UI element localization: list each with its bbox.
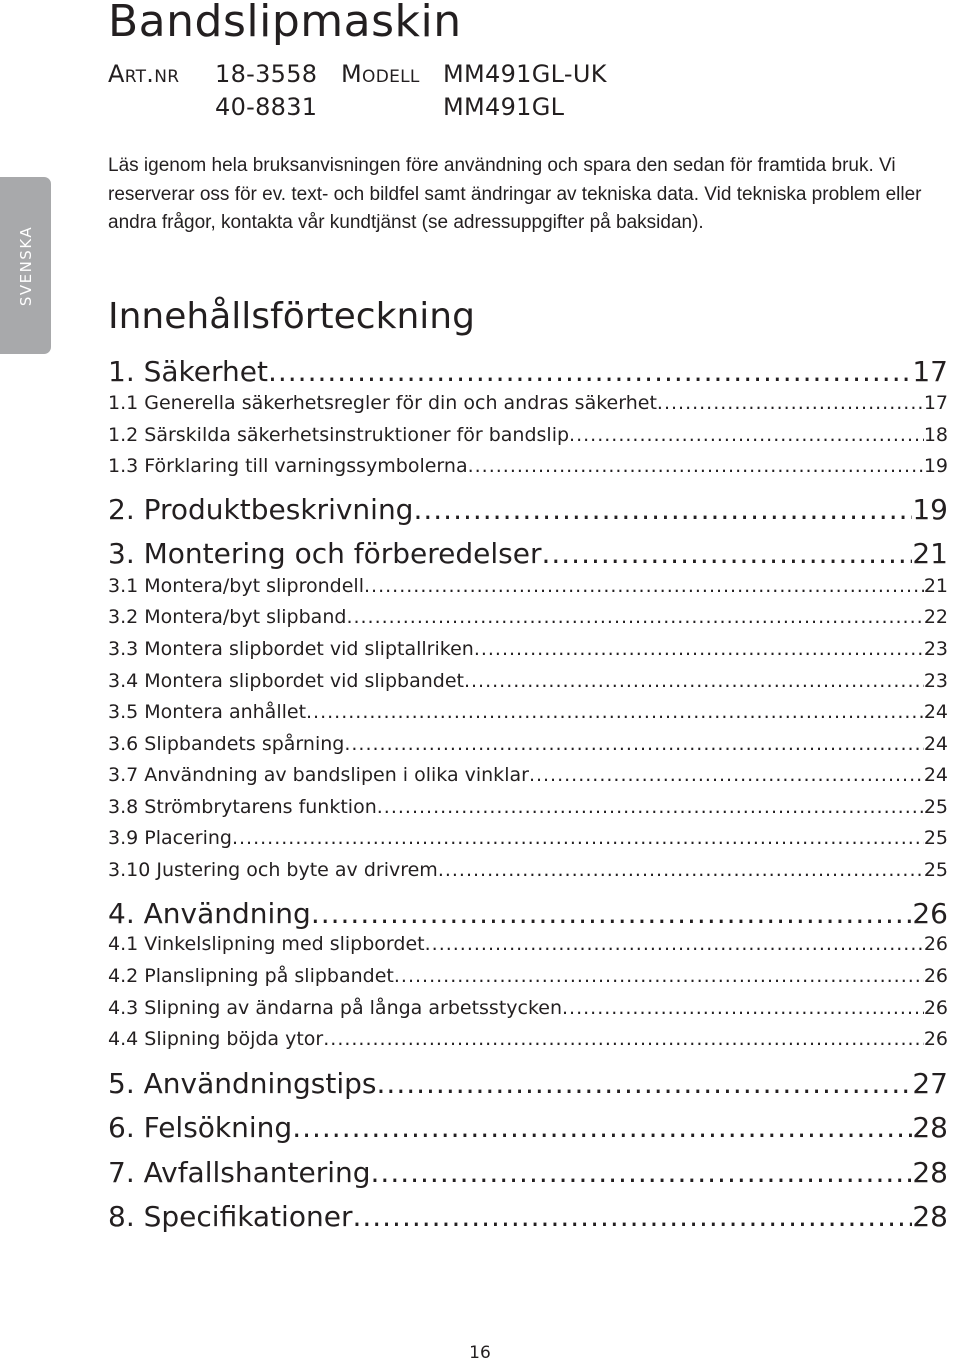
toc-entry-label: 3.7 Användning av bandslipen i olika vinklar [108, 764, 529, 786]
toc-leader-dots [562, 997, 924, 1019]
toc-entry-label: 3.2 Montera/byt slipband [108, 606, 347, 628]
toc-entry [108, 965, 948, 987]
toc-leader-dots [292, 1111, 912, 1144]
toc-entry-label: 3.3 Montera slipbordet vid sliptallriken [108, 638, 474, 660]
toc-entry-label: 5. Användningstips [108, 1067, 377, 1100]
toc-entry-page: 22 [923, 606, 948, 628]
toc-entry-page: 28 [912, 1156, 948, 1189]
toc-entry-page: 24 [923, 733, 948, 755]
toc-entry [108, 701, 948, 723]
art-number-label: Art.nr [108, 60, 180, 88]
toc-leader-dots [464, 670, 924, 692]
page-number: 16 [469, 1343, 491, 1363]
toc-entry-page: 26 [923, 1028, 948, 1050]
toc-entry-label: 3.9 Placering [108, 827, 232, 849]
toc-entry [108, 897, 948, 930]
toc-entry [108, 764, 948, 786]
toc-entry [108, 733, 948, 755]
toc-leader-dots [394, 965, 924, 987]
toc-entry [108, 493, 948, 526]
toc-entry-page: 23 [923, 670, 948, 692]
toc-leader-dots [474, 638, 924, 660]
toc-entry-label: 1.3 Förklaring till varningssymbolerna [108, 455, 468, 477]
toc-leader-dots [232, 827, 924, 849]
toc-leader-dots [377, 796, 924, 818]
toc-leader-dots [657, 392, 924, 414]
toc-entry-page: 21 [912, 537, 948, 570]
toc-entry [108, 575, 948, 597]
toc-entry-page: 26 [912, 897, 948, 930]
toc-entry-label: 3.5 Montera anhållet [108, 701, 307, 723]
toc-entry [108, 796, 948, 818]
toc-entry [108, 537, 948, 570]
language-tab [0, 177, 51, 354]
toc-entry-label: 4.2 Planslipning på slipbandet [108, 965, 394, 987]
toc-leader-dots [311, 897, 913, 930]
toc-leader-dots [468, 455, 924, 477]
toc-entry-page: 25 [923, 827, 948, 849]
toc-entry-label: 3.4 Montera slipbordet vid slipbandet [108, 670, 464, 692]
toc-entry-label: 1. Säkerhet [108, 355, 268, 388]
toc-entry-label: 4.3 Slipning av ändarna på långa arbetsstycken [108, 997, 563, 1019]
toc-entry-page: 25 [923, 859, 948, 881]
toc-entry [108, 1200, 948, 1233]
toc-leader-dots [438, 859, 924, 881]
toc-entry-page: 26 [923, 933, 948, 955]
toc-entry [108, 424, 948, 446]
model-2: MM491GL [443, 93, 565, 121]
toc-leader-dots [425, 933, 924, 955]
toc-heading: Innehållsförteckning [108, 296, 475, 337]
toc-entry [108, 859, 948, 881]
toc-entry-page: 17 [912, 355, 948, 388]
toc-leader-dots [377, 1067, 913, 1100]
toc-leader-dots [323, 1028, 924, 1050]
toc-entry-page: 17 [923, 392, 948, 414]
toc-entry-label: 1.1 Generella säkerhetsregler för din och andras säkerhet [108, 392, 657, 414]
language-tab-label: SVENSKA [16, 225, 35, 306]
toc-entry [108, 1156, 948, 1189]
toc-entry [108, 933, 948, 955]
toc-entry-page: 28 [912, 1111, 948, 1144]
toc-entry-page: 18 [923, 424, 948, 446]
toc-leader-dots [306, 701, 924, 723]
toc-entry [108, 997, 948, 1019]
model-label: Modell [341, 60, 420, 88]
toc-leader-dots [344, 733, 923, 755]
toc-entry-page: 26 [923, 965, 948, 987]
toc-entry [108, 392, 948, 414]
model-1: MM491GL-UK [443, 60, 607, 88]
toc-entry-page: 24 [923, 764, 948, 786]
toc-entry-label: 3.8 Strömbrytarens funktion [108, 796, 377, 818]
toc-entry-label: 3.6 Slipbandets spårning [108, 733, 345, 755]
toc-entry [108, 670, 948, 692]
toc-entry-page: 28 [912, 1200, 948, 1233]
toc-entry-page: 23 [923, 638, 948, 660]
toc-leader-dots [352, 1200, 912, 1233]
toc-entry-label: 1.2 Särskilda säkerhetsinstruktioner för bandslip [108, 424, 570, 446]
toc-entry-page: 26 [923, 997, 948, 1019]
toc-entry-label: 7. Avfallshantering [108, 1156, 371, 1189]
toc-entry-page: 21 [923, 575, 948, 597]
toc-entry-label: 4. Användning [108, 897, 311, 930]
toc-entry-label: 3.1 Montera/byt sliprondell [108, 575, 364, 597]
document-title: Bandslipmaskin [108, 0, 462, 47]
toc-leader-dots [413, 493, 912, 526]
toc-entry [108, 355, 948, 388]
toc-entry [108, 1028, 948, 1050]
toc-entry-label: 3.10 Justering och byte av drivrem [108, 859, 438, 881]
art-number-2: 40-8831 [215, 93, 318, 121]
toc-entry [108, 606, 948, 628]
toc-leader-dots [268, 355, 912, 388]
toc-entry-page: 24 [923, 701, 948, 723]
toc-entry-page: 19 [912, 493, 948, 526]
toc-entry [108, 455, 948, 477]
toc-entry-label: 4.1 Vinkelslipning med slipbordet [108, 933, 425, 955]
toc-entry [108, 1111, 948, 1144]
toc-entry [108, 638, 948, 660]
toc-entry-label: 6. Felsökning [108, 1111, 293, 1144]
toc-entry-label: 2. Produktbeskrivning [108, 493, 414, 526]
toc-leader-dots [371, 1156, 913, 1189]
toc-leader-dots [541, 537, 912, 570]
toc-entry-label: 8. Specifikationer [108, 1200, 353, 1233]
toc-leader-dots [529, 764, 924, 786]
art-number-1: 18-3558 [215, 60, 318, 88]
toc-leader-dots [569, 424, 924, 446]
toc-entry-page: 25 [923, 796, 948, 818]
toc-entry [108, 1067, 948, 1100]
toc-entry-page: 19 [923, 455, 948, 477]
toc-entry-label: 4.4 Slipning böjda ytor [108, 1028, 324, 1050]
toc-leader-dots [364, 575, 924, 597]
toc-entry-page: 27 [912, 1067, 948, 1100]
toc-entry [108, 827, 948, 849]
toc-entry-label: 3. Montering och förberedelser [108, 537, 542, 570]
intro-text: Läs igenom hela bruksanvisningen före användning och spara den sedan för framtida bruk. Vi reserverar oss för ev. text- och bildfel samt ändringar av tekniska data. Vid tekniska problem eller andra frågor, kontakta vår kundtjänst (se adressuppgifter på baksidan). [108, 155, 922, 233]
toc-leader-dots [346, 606, 923, 628]
